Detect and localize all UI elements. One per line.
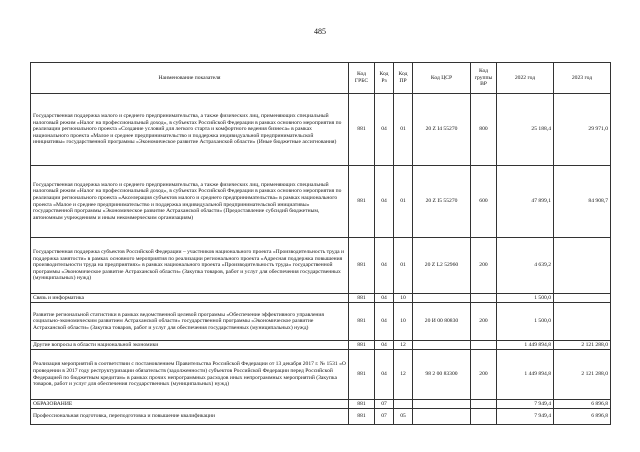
header-name: Наименование показателя	[31, 63, 349, 94]
row-vr: 600	[471, 166, 497, 238]
row-vr	[471, 341, 497, 350]
table-row	[31, 94, 611, 166]
row-pr: 10	[394, 303, 413, 341]
header-pr: Код ПР	[394, 63, 413, 94]
row-pr: 10	[394, 294, 413, 303]
table-header-row	[31, 63, 611, 94]
row-vr	[471, 294, 497, 303]
table-row	[31, 400, 611, 409]
header-rz: Код Рз	[375, 63, 394, 94]
row-2022: 7 949,4	[497, 400, 554, 409]
row-2023	[554, 294, 611, 303]
row-csr: 20 Z L2 52960	[413, 238, 471, 294]
row-2023: 2 121 288,0	[554, 350, 611, 400]
row-2023	[554, 238, 611, 294]
row-grbs: 881	[349, 238, 375, 294]
row-2022: 47 899,1	[497, 166, 554, 238]
table-row	[31, 350, 611, 400]
row-2023: 2 121 288,0	[554, 341, 611, 350]
row-csr: 20 Z I4 55270	[413, 94, 471, 166]
row-pr: 12	[394, 350, 413, 400]
table-row	[31, 303, 611, 341]
row-vr: 200	[471, 350, 497, 400]
row-rz: 04	[375, 94, 394, 166]
row-name: Реализация мероприятий в соответствии с постановлением Правительства Российской Федерации от 13 декабря 2017 г. № 1531 «О проведении в 2017 году реструктуризации обязательств (задолженности) субъектов Российской Федерации перед Российской Федерацией по бюджетным кредитам» в рамках прочих непрограммных расходов иных непрограммных мероприятий (Закупка товаров, работ и услуг для обеспечения государственных (муниципальных) нужд)	[31, 350, 349, 400]
row-rz: 04	[375, 166, 394, 238]
row-pr	[394, 400, 413, 409]
row-grbs: 881	[349, 294, 375, 303]
row-2023	[554, 303, 611, 341]
row-grbs: 881	[349, 350, 375, 400]
row-name: Профессиональная подготовка, переподготовка и повышение квалификации	[31, 409, 349, 425]
row-name: Другие вопросы в области национальной экономики	[31, 341, 349, 350]
row-rz: 07	[375, 409, 394, 425]
row-rz: 04	[375, 341, 394, 350]
row-pr: 12	[394, 341, 413, 350]
row-2022: 1 449 894,8	[497, 350, 554, 400]
row-csr: 98 2 00 83300	[413, 350, 471, 400]
budget-table	[30, 62, 611, 425]
table-row	[31, 238, 611, 294]
row-grbs: 881	[349, 341, 375, 350]
row-rz: 04	[375, 303, 394, 341]
row-pr: 05	[394, 409, 413, 425]
row-vr: 800	[471, 94, 497, 166]
row-vr	[471, 409, 497, 425]
row-rz: 04	[375, 238, 394, 294]
row-csr	[413, 341, 471, 350]
row-grbs: 881	[349, 94, 375, 166]
row-rz: 07	[375, 400, 394, 409]
header-2023: 2023 год	[554, 63, 611, 94]
header-2022: 2022 год	[497, 63, 554, 94]
row-2022: 1 449 894,8	[497, 341, 554, 350]
row-name: ОБРАЗОВАНИЕ	[31, 400, 349, 409]
header-grbs: Код ГРБС	[349, 63, 375, 94]
row-2022: 1 500,0	[497, 294, 554, 303]
row-2022: 25 188,4	[497, 94, 554, 166]
row-pr: 01	[394, 238, 413, 294]
row-csr: 20 Z I5 55270	[413, 166, 471, 238]
row-2023: 29 971,0	[554, 94, 611, 166]
row-rz: 04	[375, 350, 394, 400]
header-vr: Код группы ВР	[471, 63, 497, 94]
row-grbs: 881	[349, 409, 375, 425]
row-vr: 200	[471, 238, 497, 294]
row-grbs: 881	[349, 303, 375, 341]
row-csr: 20 И 00 80830	[413, 303, 471, 341]
table-row	[31, 341, 611, 350]
row-name: Государственная поддержка малого и среднего предпринимательства, а также физических лиц, применяющих специальный налоговый режим «Налог на профессиональный доход», в субъектах Российской Федерации в рамках основного мероприятия по реализации регионального проекта «Создание условий для легкого старта и комфортного ведения бизнеса» в рамках национального проекта «Малое и среднее предпринимательство и поддержка индивидуальной предпринимательской инициативы» государственной программы «Экономическое развитие Астраханской области» (Иные бюджетные ассигнования)	[31, 94, 349, 166]
row-name: Государственная поддержка малого и среднего предпринимательства, а также физических лиц, применяющих специальный налоговый режим «Налог на профессиональный доход», в субъектах Российской Федерации в рамках основного мероприятия по реализации регионального проекта «Акселерация субъектов малого и среднего предпринимательства» в рамках национального проекта «Малое и среднее предпринимательство и поддержка индивидуальной предпринимательской инициативы» государственной программы «Экономическое развитие Астраханской области» (Предоставление субсидий бюджетным, автономным учреждениям и иным некоммерческим организациям)	[31, 166, 349, 238]
row-csr	[413, 400, 471, 409]
table-row	[31, 294, 611, 303]
row-2022: 7 949,4	[497, 409, 554, 425]
row-2023: 6 896,8	[554, 409, 611, 425]
row-grbs: 881	[349, 166, 375, 238]
row-pr: 01	[394, 94, 413, 166]
row-vr: 200	[471, 303, 497, 341]
row-grbs: 881	[349, 400, 375, 409]
row-csr	[413, 294, 471, 303]
row-2023: 84 908,7	[554, 166, 611, 238]
header-csr: Код ЦСР	[413, 63, 471, 94]
row-2022: 1 500,0	[497, 303, 554, 341]
row-vr	[471, 400, 497, 409]
row-rz: 04	[375, 294, 394, 303]
row-name: Связь и информатика	[31, 294, 349, 303]
row-pr: 01	[394, 166, 413, 238]
row-name: Государственная поддержка субъектов Российской Федерации – участников национального проекта «Производительность труда и поддержка занятости» в рамках основного мероприятия по реализации регионального проекта «Адресная поддержка повышения производительности труда на предприятиях» в рамках национального проекта «Производительность труда» государственной программы «Экономическое развитие Астраханской области» (Закупка товаров, работ и услуг для обеспечения государственных (муниципальных) нужд)	[31, 238, 349, 294]
row-csr	[413, 409, 471, 425]
row-name: Развитие региональной статистики в рамках ведомственной целевой программы «Обеспечение эффективного управления социально-экономическим развитием Астраханской области» государственной программы «Экономическое развитие Астраханской области» (Закупка товаров, работ и услуг для обеспечения государственных (муниципальных) нужд)	[31, 303, 349, 341]
page-number: 485	[314, 27, 326, 36]
table-row	[31, 166, 611, 238]
table-row	[31, 409, 611, 425]
row-2023: 6 896,8	[554, 400, 611, 409]
row-2022: 4 639,2	[497, 238, 554, 294]
